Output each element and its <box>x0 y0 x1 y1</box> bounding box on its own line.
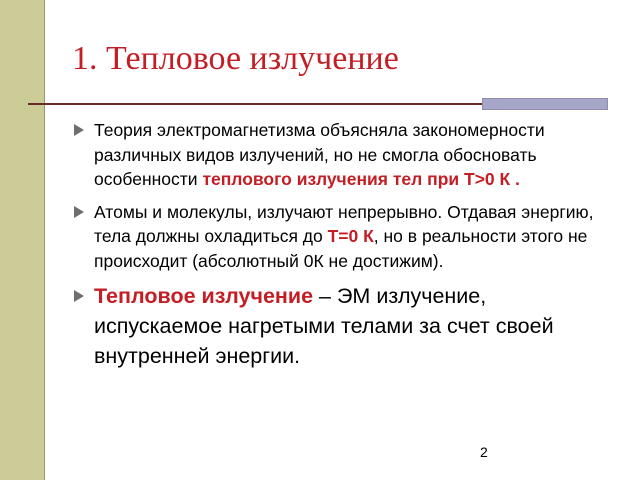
bullet-1-highlight: теплового излучения тел при Т>0 К . <box>202 169 520 189</box>
bullet-2-highlight: Т=0 К <box>327 226 374 246</box>
bullet-arrow-icon <box>74 124 84 136</box>
slide-title: 1. Тепловое излучение <box>72 40 399 77</box>
bullet-2-text: Атомы и молекулы, излучают непрерывно. Отдавая энергию, тела должны охладиться до <box>94 201 594 246</box>
bullet-1-text: Теория электромагнетизма объясняла закономерности различных видов излучений, но не смогла обосновать особенности <box>94 120 545 189</box>
bullet-arrow-icon <box>74 206 84 218</box>
title-divider-block <box>482 98 608 110</box>
bullet-item-2 <box>74 200 604 274</box>
left-decorative-bar <box>0 0 45 480</box>
bullet-2-text-after: , но в реальности этого не происходит (абсолютный 0К не достижим). <box>94 226 588 271</box>
bullet-arrow-icon <box>74 290 84 302</box>
bullet-3-text-after: – ЭМ излучение, испускаемое нагретыми телами за счет своей внутренней энергии. <box>94 284 554 368</box>
bullet-item-1 <box>74 118 604 192</box>
page-number: 2 <box>480 444 488 460</box>
bullet-list <box>74 118 604 379</box>
bullet-item-3 <box>74 281 604 371</box>
bullet-3-highlight: Тепловое излучение <box>94 284 314 308</box>
